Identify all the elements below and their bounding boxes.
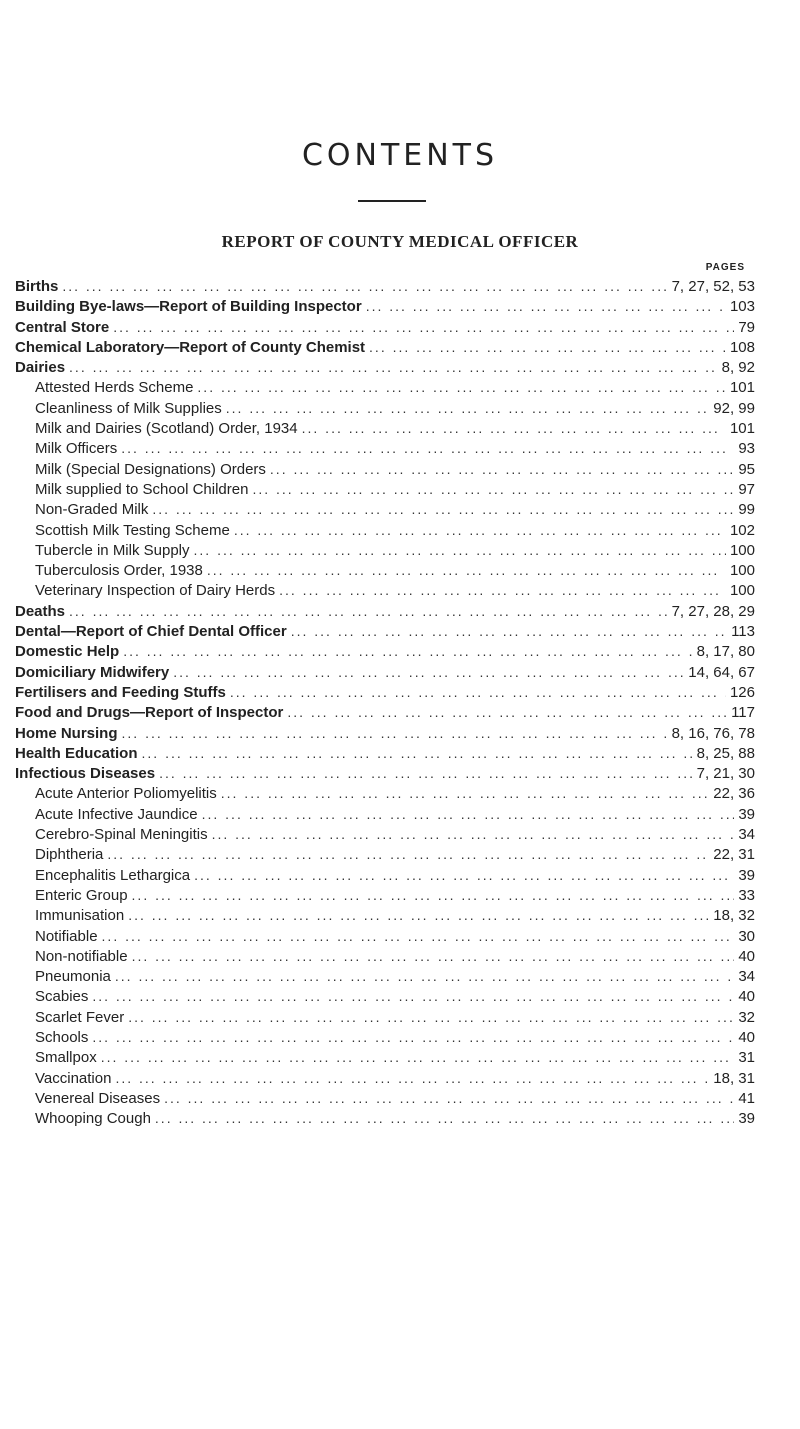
entry-pages: 79 [738,318,755,336]
entry-pages: 126 [729,683,755,701]
entry-label: Attested Herds Scheme [35,379,194,397]
entry-pages: 33 [738,886,755,904]
entry-label: Non-notifiable [35,947,128,965]
contents-subentry [15,926,755,946]
entry-label: Milk supplied to School Children [35,480,249,498]
entry-label: Food and Drugs—Report of Inspector [15,704,284,722]
dot-leader [101,1047,735,1067]
entry-pages: 41 [738,1089,755,1107]
dot-leader [194,540,726,560]
contents-entry [15,763,755,783]
entry-label: Chemical Laboratory—Report of County Chemist [15,338,366,356]
page-title: CONTENTS [301,138,499,173]
entry-label: Tuberculosis Order, 1938 [35,562,203,580]
entry-pages: 8, 25, 88 [696,744,755,762]
entry-pages: 95 [738,460,755,478]
entry-pages: 40 [738,1028,755,1046]
entry-label: Milk Officers [35,440,118,458]
entry-label: Dairies [15,359,66,377]
entry-label: Scottish Milk Testing Scheme [35,521,230,539]
dot-leader [115,1068,709,1088]
contents-subentry [15,499,755,519]
contents-subentry [15,1108,755,1128]
entry-pages: 8, 17, 80 [696,643,755,661]
dot-leader [142,743,693,763]
dot-leader [128,1007,734,1027]
entry-pages: 100 [729,562,755,580]
contents-subentry [15,438,755,458]
entry-label: Venereal Diseases [35,1089,161,1107]
entry-label: Acute Infective Jaundice [35,805,198,823]
dot-leader [152,499,734,519]
entry-pages: 99 [738,501,755,519]
entry-label: Veterinary Inspection of Dairy Herds [35,582,276,600]
contents-subentry [15,580,755,600]
contents-subentry [15,1047,755,1067]
dot-leader [92,986,734,1006]
entry-label: Domestic Help [15,643,120,661]
entry-pages: 101 [729,420,755,438]
entry-label: Fertilisers and Feeding Stuffs [15,683,226,701]
entry-label: Cleanliness of Milk Supplies [35,399,222,417]
dot-leader [197,377,726,397]
dot-leader [212,824,735,844]
dot-leader [279,580,726,600]
entry-label: Diphtheria [35,846,104,864]
dot-leader [173,662,684,682]
dot-leader [291,621,727,641]
entry-pages: 92, 99 [713,399,755,417]
contents-subentry [15,865,755,885]
contents-subentry [15,398,755,418]
entry-label: Enteric Group [35,886,128,904]
entry-pages: 93 [738,440,755,458]
dot-leader [107,844,709,864]
contents-entry [15,641,755,661]
contents-entry [15,296,755,316]
entry-pages: 31 [738,1049,755,1067]
contents-entry [15,276,755,296]
dot-leader [102,926,735,946]
contents-subentry [15,1027,755,1047]
entry-label: Scabies [35,988,89,1006]
contents-subentry [15,783,755,803]
entry-pages: 34 [738,968,755,986]
dot-leader [252,479,734,499]
dot-leader [230,682,726,702]
dot-leader [69,357,718,377]
contents-entry [15,601,755,621]
contents-entry [15,702,755,722]
dot-leader [122,723,668,743]
entry-label: Smallpox [35,1049,97,1067]
title-divider [358,200,426,202]
contents-subentry [15,459,755,479]
dot-leader [226,398,710,418]
entry-label: Non-Graded Milk [35,501,149,519]
contents-subentry [15,905,755,925]
dot-leader [287,702,727,722]
entry-label: Milk (Special Designations) Orders [35,460,266,478]
entry-label: Schools [35,1028,89,1046]
entry-pages: 103 [729,298,755,316]
dot-leader [113,317,734,337]
dot-leader [69,601,668,621]
entry-pages: 30 [738,927,755,945]
contents-entry [15,621,755,641]
entry-pages: 39 [738,866,755,884]
entry-pages: 34 [738,826,755,844]
pages-column-header: PAGES [705,262,745,273]
entry-pages: 22, 31 [713,846,755,864]
contents-subentry [15,377,755,397]
entry-label: Health Education [15,744,138,762]
entry-label: Scarlet Fever [35,1008,125,1026]
entry-label: Encephalitis Lethargica [35,866,191,884]
entry-label: Births [15,278,59,295]
dot-leader [128,905,709,925]
dot-leader [132,885,735,905]
contents-subentry [15,418,755,438]
entry-pages: 14, 64, 67 [688,663,755,681]
dot-leader [221,783,710,803]
entry-label: Deaths [15,602,66,620]
contents-subentry [15,540,755,560]
contents-entry [15,743,755,763]
contents-subentry [15,1088,755,1108]
contents-subentry [15,560,755,580]
entry-label: Milk and Dairies (Scotland) Order, 1934 [35,420,298,438]
dot-leader [164,1088,734,1108]
contents-entry [15,337,755,357]
entry-pages: 100 [729,541,755,559]
contents-entry [15,723,755,743]
entry-pages: 113 [731,623,755,641]
contents-list [15,276,755,1128]
entry-pages: 8, 92 [721,359,755,377]
contents-subentry [15,844,755,864]
entry-pages: 7, 21, 30 [696,765,755,783]
dot-leader [207,560,726,580]
entry-pages: 22, 36 [713,785,755,803]
dot-leader [369,337,726,357]
contents-entry [15,662,755,682]
entry-label: Cerebro-Spinal Meningitis [35,826,208,844]
section-heading: REPORT OF COUNTY MEDICAL OFFICER [221,232,579,251]
entry-pages: 102 [729,521,755,539]
dot-leader [234,520,726,540]
entry-label: Tubercle in Milk Supply [35,541,190,559]
entry-pages: 100 [729,582,755,600]
entry-pages: 97 [738,480,755,498]
dot-leader [270,459,734,479]
entry-label: Building Bye-laws—Report of Building Inspector [15,298,362,316]
entry-label: Notifiable [35,927,98,945]
entry-label: Immunisation [35,907,125,925]
entry-pages: 39 [738,1110,755,1128]
contents-subentry [15,1068,755,1088]
contents-entry [15,317,755,337]
entry-pages: 117 [731,704,755,722]
entry-label: Domiciliary Midwifery [15,663,170,681]
entry-label: Vaccination [35,1069,112,1087]
entry-pages: 18, 31 [713,1069,755,1087]
contents-subentry [15,479,755,499]
entry-pages: 7, 27, 28, 29 [671,602,755,620]
contents-subentry [15,824,755,844]
dot-leader [92,1027,734,1047]
entry-pages: 39 [738,805,755,823]
contents-subentry [15,1007,755,1027]
entry-label: Acute Anterior Poliomyelitis [35,785,217,803]
entry-label: Central Store [15,318,110,336]
contents-subentry [15,520,755,540]
entry-label: Pneumonia [35,968,111,986]
entry-pages: 108 [729,338,755,356]
dot-leader [302,418,726,438]
contents-entry [15,682,755,702]
contents-subentry [15,946,755,966]
contents-subentry [15,804,755,824]
entry-label: Dental—Report of Chief Dental Officer [15,623,287,641]
contents-subentry [15,966,755,986]
entry-pages: 40 [738,947,755,965]
entry-label: Infectious Diseases [15,765,156,783]
contents-subentry [15,986,755,1006]
dot-leader [159,763,693,783]
entry-pages: 7, 27, 52, 53 [671,278,755,295]
entry-pages: 40 [738,988,755,1006]
entry-label: Whooping Cough [35,1110,151,1128]
dot-leader [62,276,667,296]
entry-pages: 32 [738,1008,755,1026]
dot-leader [202,804,735,824]
entry-pages: 101 [729,379,755,397]
dot-leader [123,641,692,661]
dot-leader [115,966,734,986]
dot-leader [194,865,734,885]
dot-leader [155,1108,734,1128]
contents-subentry [15,885,755,905]
dot-leader [132,946,735,966]
entry-label: Home Nursing [15,724,118,742]
contents-entry [15,357,755,377]
dot-leader [121,438,734,458]
dot-leader [366,296,726,316]
entry-pages: 8, 16, 76, 78 [671,724,755,742]
entry-pages: 18, 32 [713,907,755,925]
